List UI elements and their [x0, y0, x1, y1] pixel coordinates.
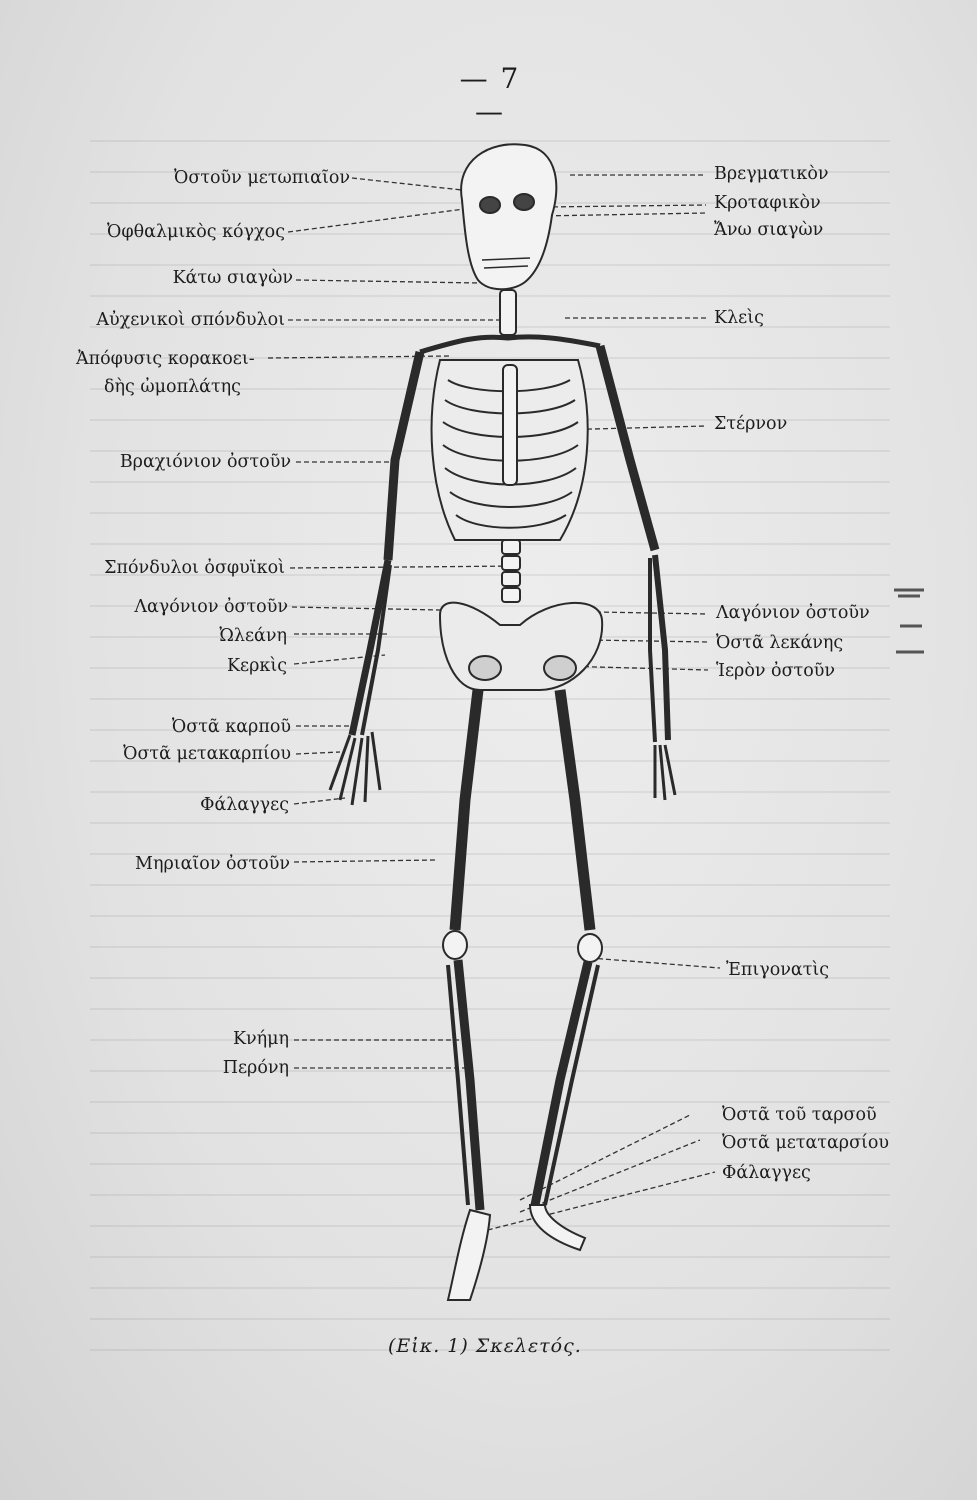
label-frontal-bone: Ὀστοῦν μετωπιαῖον: [174, 168, 350, 188]
label-patella: Ἐπιγονατὶς: [726, 960, 830, 980]
label-hand-phalanges: Φάλαγγες: [200, 795, 289, 815]
label-sternum: Στέρνον: [714, 414, 788, 434]
label-lumbar-vertebrae: Σπόνδυλοι ὀσφυϊκοὶ: [104, 558, 285, 578]
label-clavicle: Κλεὶς: [714, 308, 764, 328]
page-number: — 7 —: [459, 62, 521, 128]
label-olecranon: Ὠλεάνη: [219, 626, 287, 646]
label-ilium-left: Λαγόνιον ὀστοῦν: [134, 597, 288, 617]
label-femur: Μηριαῖον ὀστοῦν: [135, 854, 290, 874]
label-mandible: Κάτω σιαγὼν: [172, 268, 293, 288]
label-carpal-bones: Ὀστᾶ καρποῦ: [171, 717, 291, 737]
label-tarsal-bones: Ὀστᾶ τοῦ ταρσοῦ: [722, 1105, 877, 1125]
label-sacrum: Ἱερὸν ὀστοῦν: [716, 661, 836, 681]
label-parietal: Βρεγματικὸν: [714, 164, 829, 184]
label-maxilla: Ἄνω σιαγὼν: [714, 220, 824, 240]
label-fibula: Περόνη: [222, 1058, 289, 1078]
label-humerus: Βραχιόνιον ὀστοῦν: [119, 452, 291, 472]
label-pelvic-bones: Ὀστᾶ λεκάνης: [716, 633, 844, 653]
label-ilium-right: Λαγόνιον ὀστοῦν: [716, 603, 870, 623]
label-temporal: Κροταφικὸν: [714, 193, 821, 213]
label-tibia: Κνήμη: [232, 1029, 289, 1049]
label-cervical-vertebrae: Αὐχενικοὶ σπόνδυλοι: [96, 310, 285, 330]
figure-caption: (Εἰκ. 1) Σκελετός.: [388, 1335, 582, 1357]
label-coracoid-process-line1: Ἀπόφυσις κορακοει-: [76, 349, 255, 369]
label-radius: Κερκὶς: [226, 656, 287, 676]
label-foot-phalanges: Φάλαγγες: [722, 1163, 811, 1183]
label-orbit: Ὀφθαλμικὸς κόγχος: [107, 222, 285, 242]
label-metatarsal-bones: Ὀστᾶ μεταταρσίου: [722, 1133, 890, 1153]
label-metacarpal-bones: Ὀστᾶ μετακαρπίου: [123, 744, 291, 764]
label-coracoid-process-line2: δὴς ὠμοπλάτης: [104, 377, 241, 397]
